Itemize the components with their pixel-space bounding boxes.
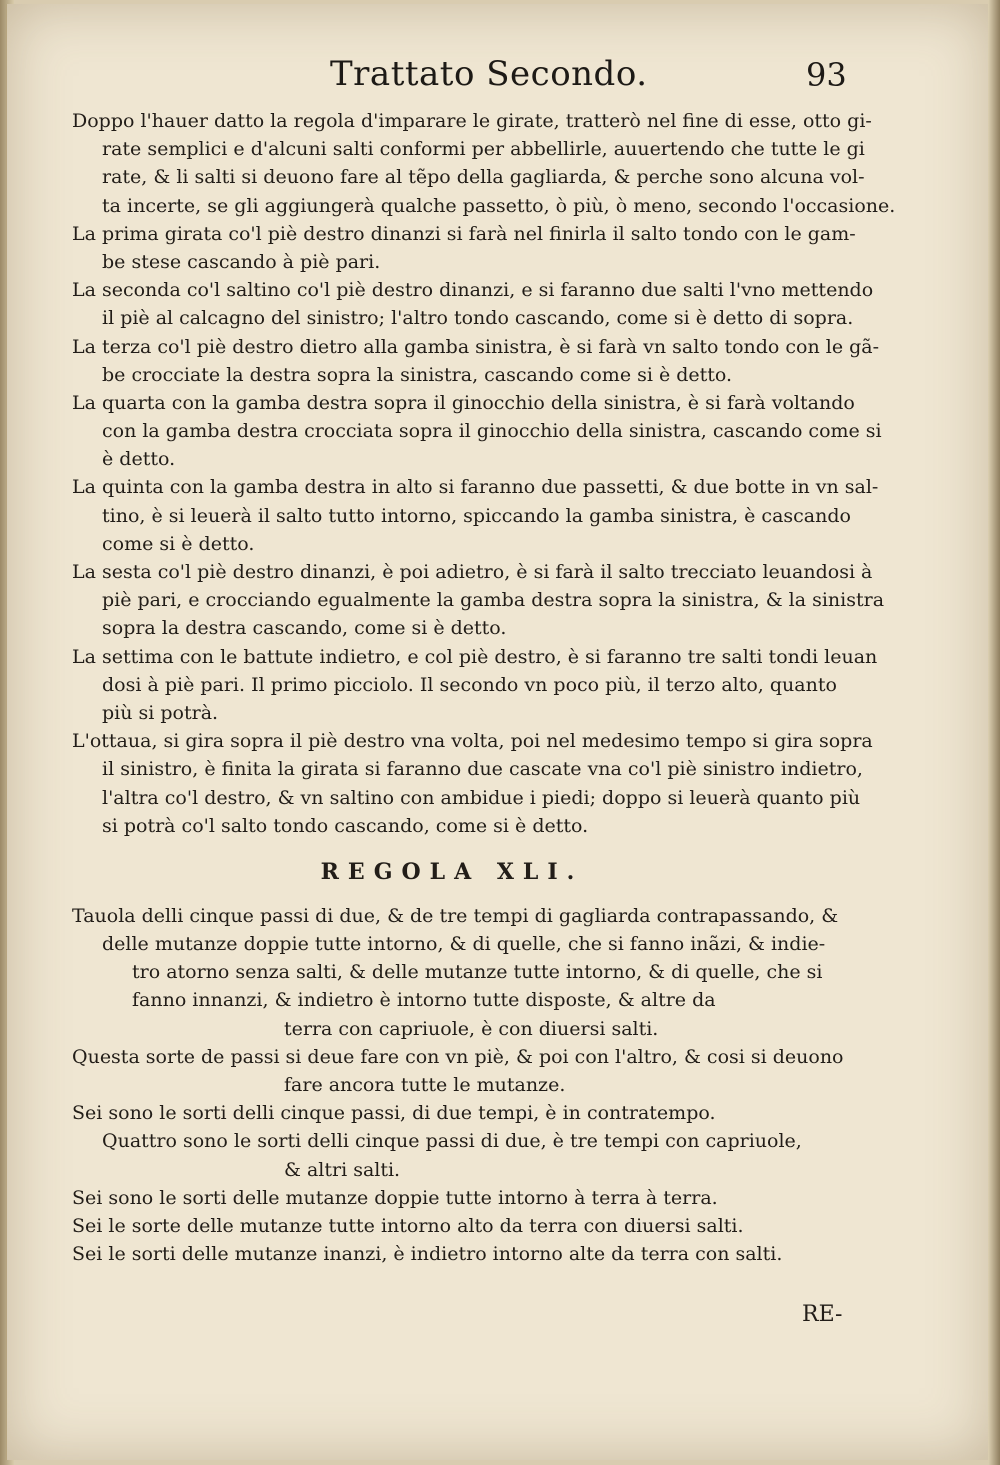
text-line: l'altra co'l destro, & vn saltino con ambidue i piedi; doppo si leuerà quanto più <box>102 786 861 809</box>
text-line: La quarta con la gamba destra sopra il ginocchio della sinistra, è si farà voltando <box>72 391 855 414</box>
text-line: Quattro sono le sorti delli cinque passi di due, è tre tempi con capriuole, <box>102 1130 802 1153</box>
text-line: sopra la destra cascando, come si è detto. <box>102 617 507 640</box>
text-line: dosi à piè pari. Il primo picciolo. Il secondo vn poco più, il terzo alto, quanto <box>102 673 837 696</box>
text-line: Sei sono le sorti delli cinque passi, di due tempi, è in contratempo. <box>72 1102 716 1125</box>
text-line: Doppo l'hauer datto la regola d'imparare le girate, tratterò nel fine di esse, otto gi- <box>72 110 872 132</box>
text-line: ta incerte, se gli aggiungerà qualche passetto, ò più, ò meno, secondo l'occasione. <box>102 194 896 217</box>
page-number: 93 <box>806 56 847 94</box>
text-line: Sei le sorti delle mutanze inanzi, è indietro intorno alte da terra con salti. <box>72 1243 783 1266</box>
text-line: più si potrà. <box>102 701 219 724</box>
text-line: tino, è si leuerà il salto tutto intorno, spiccando la gamba sinistra, è cascando <box>102 504 851 527</box>
text-line: tro atorno senza salti, & delle mutanze tutte intorno, & di quelle, che si <box>132 961 823 984</box>
text-line: & altri salti. <box>284 1158 401 1181</box>
page-edge-right <box>988 0 1000 1465</box>
text-line: Sei le sorte delle mutanze tutte intorno alto da terra con diuersi salti. <box>72 1214 744 1237</box>
text-line: si potrà co'l salto tondo cascando, come si è detto. <box>102 814 589 837</box>
text-line: rate, & li salti si deuono fare al tẽpo della gagliarda, & perche sono alcuna vol- <box>102 166 865 189</box>
text-line: La seconda co'l saltino co'l piè destro dinanzi, e si faranno due salti l'vno mettendo <box>72 279 874 302</box>
text-line: il piè al calcagno del sinistro; l'altro tondo cascando, come si è detto di sopra. <box>102 307 854 330</box>
text-line: L'ottaua, si gira sopra il piè destro vna volta, poi nel medesimo tempo si gira sopra <box>72 730 873 753</box>
text-line: è detto. <box>102 448 176 471</box>
catchword: RE- <box>802 1302 843 1327</box>
text-line: La prima girata co'l piè destro dinanzi si farà nel finirla il salto tondo con le gam- <box>72 222 856 245</box>
text-line: con la gamba destra crocciata sopra il ginocchio della sinistra, cascando come si <box>102 420 882 443</box>
text-line: Sei sono le sorti delle mutanze doppie tutte intorno à terra à terra. <box>72 1186 718 1209</box>
text-line: be crocciate la destra sopra la sinistra, cascando come si è detto. <box>102 363 733 386</box>
text-line: Tauola delli cinque passi di due, & de tre tempi di gagliarda contrapassando, & <box>72 904 839 927</box>
text-line: be stese cascando à piè pari. <box>102 250 381 273</box>
text-line: La sesta co'l piè destro dinanzi, è poi adietro, è si farà il salto trecciato leuandosi à <box>72 561 873 583</box>
section-heading: REGOLA XLI. <box>320 858 584 885</box>
text-line: fanno innanzi, & indietro è intorno tutte disposte, & altre da <box>132 989 716 1012</box>
girate-paragraphs <box>72 107 896 840</box>
text-line: terra con capriuole, è con diuersi salti. <box>284 1017 659 1040</box>
page-header <box>0 52 1000 102</box>
tavola-paragraphs <box>72 902 892 1268</box>
text-line: come si è detto. <box>102 532 255 555</box>
body-text <box>72 107 896 1268</box>
text-line: fare ancora tutte le mutanze. <box>284 1074 566 1096</box>
text-line: rate semplici e d'alcuni salti conformi per abbellirle, auuertendo che tutte le gi <box>102 138 865 161</box>
text-line: Questa sorte de passi si deue fare con vn piè, & poi con l'altro, & cosi si deuono <box>72 1045 844 1068</box>
running-title: Trattato Secondo. <box>330 54 648 94</box>
text-line: piè pari, e crocciando egualmente la gamba destra sopra la sinistra, & la sinistra <box>102 589 885 612</box>
text-line: La settima con le battute indietro, e col piè destro, è si faranno tre salti tondi leuan <box>72 645 878 668</box>
text-line: delle mutanze doppie tutte intorno, & di quelle, che si fanno inãzi, & indie- <box>102 933 826 956</box>
text-line: La quinta con la gamba destra in alto si faranno due passetti, & due botte in vn sal- <box>72 476 879 499</box>
text-line: La terza co'l piè destro dietro alla gamba sinistra, è si farà vn salto tondo con le gã- <box>72 335 880 358</box>
text-line: il sinistro, è finita la girata si faranno due cascate vna co'l piè sinistro indietro, <box>102 758 863 781</box>
